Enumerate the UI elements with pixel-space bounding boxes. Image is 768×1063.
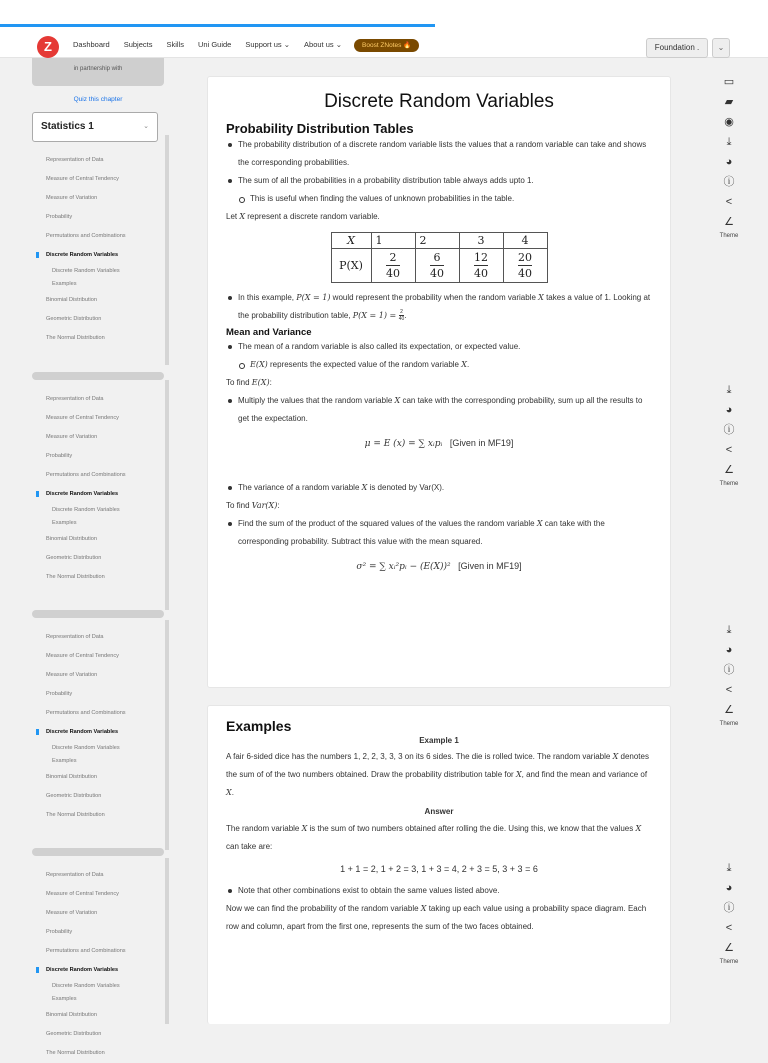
tool-rail [714,380,744,488]
bullet-text: The mean of a random variable is also called its expectation, or expected value. [226,338,652,356]
toc-item[interactable]: Discrete Random Variables [32,246,164,265]
math: X [612,752,619,761]
theme-label[interactable]: Theme [719,721,739,727]
share-icon[interactable]: < [725,922,733,934]
text: . [466,360,470,369]
table-cell [459,249,503,283]
chapter-select-label: Statistics 1 [41,121,94,132]
toc-item[interactable]: Representation of Data [46,157,104,163]
chapter-select[interactable] [32,112,158,142]
bullet-text [226,479,652,497]
numerator: 20 [518,251,532,264]
bullet-text [226,392,652,428]
toc-item[interactable]: Probability [46,929,73,935]
pen-icon[interactable]: ∠ [724,216,734,228]
folder-icon[interactable]: ▰ [724,96,734,108]
text: : [269,378,272,387]
text: The random variable [226,824,302,833]
formula-note: [Given in MF19] [458,561,522,571]
bullet-text: Note that other combinations exist to obtain the same values listed above. [226,882,652,900]
bullet-text [226,356,652,374]
monitor-icon[interactable]: ▭ [723,76,735,88]
pen-icon[interactable]: ∠ [724,942,734,954]
fraction [430,250,444,281]
top-navbar [0,0,768,58]
toc-item[interactable]: Representation of Data [46,634,104,640]
formula [226,557,652,576]
page-title: Discrete Random Variables [324,91,554,112]
nav-subjects[interactable]: Subjects [123,40,153,49]
nav-uni-guide[interactable]: Uni Guide [198,40,232,49]
toc-item[interactable]: Permutations and Combinations [46,710,126,716]
nav-skills[interactable]: Skills [166,40,184,49]
table-cell: 3 [459,233,503,249]
toc-item[interactable]: Geometric Distribution [46,793,102,799]
table-cell: 1 [371,233,415,249]
text: Multiply the values that the random variable [238,396,395,405]
formula-note: [Given in MF19] [449,438,514,448]
math: P(X = 1) [296,293,331,302]
math: X [635,824,642,833]
share-circle-icon[interactable]: ◕ [725,404,733,416]
toc-item[interactable]: The Normal Distribution [46,1050,105,1056]
sidebar-scrollbar[interactable] [165,858,169,1024]
toc-subitem[interactable]: Examples [52,758,77,764]
text: can take are: [226,842,273,851]
math: μ = E (x) = ∑ xᵢpᵢ [364,439,443,449]
examples-card [207,705,671,1024]
table-cell [503,249,547,283]
download-icon[interactable]: ⤓ [726,862,732,874]
share-circle-icon[interactable]: ◕ [725,156,733,168]
table-row [331,249,547,283]
reading-progress-bar [0,24,435,27]
toc-item[interactable]: Measure of Variation [46,910,98,916]
sidebar-separator [32,372,164,380]
math: X [420,904,427,913]
nav-support-us[interactable]: Support us ⌄ [245,40,291,49]
toc-item[interactable]: Measure of Central Tendency [46,176,119,182]
text: To find [226,378,252,387]
toc-item[interactable]: Representation of Data [46,396,104,402]
text: Let [226,212,240,221]
info-icon[interactable]: ⓘ [723,424,735,436]
numerator: 6 [430,250,444,266]
math: E(X) [251,378,270,387]
toc-item[interactable]: Permutations and Combinations [46,948,126,954]
text: : [277,501,280,510]
share-icon[interactable]: < [725,196,733,208]
denominator: 40 [430,267,444,280]
partner-banner: in partnership with [32,58,164,86]
toc-item[interactable]: Measure of Variation [46,672,98,678]
bullet-text: The probability distribution of a discrete random variable lists the values that a random variable can take and shows the corresponding probabilities. [226,136,652,172]
pen-icon[interactable]: ∠ [724,464,734,476]
info-icon[interactable]: ⓘ [723,664,735,676]
toc-item[interactable]: Measure of Central Tendency [46,415,119,421]
chevron-down-icon: ⌄ [717,43,725,52]
text: represents the expected value of the random variable [267,360,462,369]
bullet-text: The sum of all the probabilities in a probability distribution table always adds upto 1. [226,172,652,190]
bullet-text: This is useful when finding the values of unknown probabilities in the table. [226,190,652,208]
table-cell [415,249,459,283]
numerator: 2 [386,250,400,266]
toc-item[interactable]: Binomial Distribution [46,1012,97,1018]
toc-item[interactable]: The Normal Distribution [46,812,105,818]
toc-subitem[interactable]: Discrete Random Variables [52,507,120,513]
math: X [361,483,368,492]
math: X [538,293,544,302]
toc-subitem[interactable]: Discrete Random Variables [52,745,120,751]
math: X [394,396,401,405]
paragraph [226,900,652,936]
math: P(X = 1) = [352,311,399,320]
text: The variance of a random variable [238,483,362,492]
toc-item[interactable]: Permutations and Combinations [46,233,126,239]
discord-icon[interactable]: ◉ [724,116,734,128]
download-icon[interactable]: ⤓ [726,384,732,396]
toc-item[interactable]: Representation of Data [46,872,104,878]
text: . [231,788,234,797]
math: X [239,212,246,221]
boost-label: Boost ZNotes [362,42,402,49]
theme-label[interactable]: Theme [719,959,739,965]
toc-item[interactable]: Geometric Distribution [46,555,102,561]
text: . [404,311,407,320]
answer-title: Answer [424,807,454,816]
nav-about-us[interactable]: About us ⌄ [304,40,342,49]
formula: 1 + 1 = 2, 1 + 2 = 3, 1 + 3 = 4, 2 + 3 = 5, 3 + 3 = 6 [340,864,538,874]
table-of-contents [32,628,164,825]
denominator: 40 [398,316,405,323]
toc-item[interactable]: Measure of Central Tendency [46,891,119,897]
sidebar-scrollbar[interactable] [165,620,169,850]
section-heading: Probability Distribution Tables [226,121,414,136]
tool-rail [714,858,744,966]
math: Var(X) [251,501,278,510]
text: In this example, [238,293,297,302]
sidebar-scrollbar[interactable] [165,380,169,610]
chapter-sidebar [32,58,164,1056]
fraction [386,250,400,281]
article-card [207,76,671,688]
text: To find [226,501,252,510]
toc-item[interactable]: The Normal Distribution [46,574,105,580]
text: represent a discrete random variable. [245,212,380,221]
math: E(X) [250,360,268,369]
quiz-chapter-link[interactable]: Quiz this chapter [73,96,123,103]
example-title: Example 1 [419,736,459,745]
table-cell: X [331,233,371,249]
toc-item[interactable]: Measure of Variation [46,195,98,201]
table-of-contents [32,866,164,1063]
toc-subitem[interactable]: Examples [52,520,77,526]
tool-rail [714,72,744,240]
download-icon[interactable]: ⤓ [726,624,732,636]
toc-item[interactable]: Discrete Random Variables [32,485,164,504]
paragraph [226,820,652,856]
paragraph [226,374,652,392]
share-icon[interactable]: < [725,444,733,456]
sidebar-separator [32,848,164,856]
boost-znotes-button[interactable] [354,39,419,52]
paragraph [226,497,652,515]
table-row [331,233,547,249]
text: takes a value of 1. Looking at the probability distribution table, [238,293,651,320]
toc-subitem[interactable]: Discrete Random Variables [52,983,120,989]
text: Find the sum of the product of the squared values of the values the random variable [238,519,537,528]
formula [226,434,652,453]
level-dropdown-button[interactable] [712,38,730,58]
toc-item[interactable]: Measure of Central Tendency [46,653,119,659]
text: , and find the mean and variance of [521,770,648,779]
paragraph [226,208,652,226]
share-circle-icon[interactable]: ◕ [725,644,733,656]
toc-subitem[interactable]: Examples [52,281,77,287]
toc-item[interactable]: Permutations and Combinations [46,472,126,478]
table-cell [371,249,415,283]
toc-item[interactable]: Probability [46,453,73,459]
math: σ² = ∑ xᵢ²pᵢ − (E(X))² [356,562,451,572]
toc-item[interactable]: Binomial Distribution [46,774,97,780]
text: is denoted by Var(X). [367,483,445,492]
numerator: 2 [400,309,403,316]
math: X [301,824,308,833]
toc-item[interactable]: Probability [46,691,73,697]
table-of-contents [32,151,164,348]
table-of-contents [32,390,164,587]
toc-item[interactable]: Geometric Distribution [46,316,102,322]
text: is the sum of two numbers obtained after rolling the die. Using this, we know that the values [307,824,636,833]
bullet-text [226,289,652,325]
bullet-text [226,515,652,551]
table-cell: 2 [415,233,459,249]
probability-distribution-table [331,232,548,283]
download-icon[interactable]: ⤓ [726,136,732,148]
toc-item[interactable]: Binomial Distribution [46,297,97,303]
fraction [474,250,488,281]
flame-icon: 🔥 [403,42,412,49]
chevron-down-icon: ⌄ [143,123,149,130]
text: denotes the sum of of the two numbers obtained. Draw the probability distribution table for [226,752,649,779]
pen-icon[interactable]: ∠ [724,704,734,716]
share-icon[interactable]: < [725,684,733,696]
denominator: 40 [518,267,532,280]
toc-item[interactable]: The Normal Distribution [46,335,105,341]
znotes-logo[interactable]: Z [37,36,59,58]
sidebar-separator [32,610,164,618]
denominator: 40 [474,267,488,280]
toc-item[interactable]: Binomial Distribution [46,536,97,542]
share-circle-icon[interactable]: ◕ [725,882,733,894]
text: can take with the corresponding probability, sum up all the results to get the expectation. [238,396,643,423]
subsection-heading: Mean and Variance [226,327,312,338]
sidebar-scrollbar[interactable] [165,135,169,365]
text: A fair 6-sided dice has the numbers 1, 2, 2, 3, 3, 3 on its 6 sides. The die is rolled twice. The random variable [226,752,613,761]
toc-item[interactable]: Probability [46,214,73,220]
toc-subitem[interactable]: Examples [52,996,77,1002]
toc-item[interactable]: Measure of Variation [46,434,98,440]
toc-subitem[interactable]: Discrete Random Variables [52,268,120,274]
paragraph [226,748,652,802]
text: taking up each value using a probability space diagram. Each row and column, apart from the first one, represents the sum of the two faces obtained. [226,904,647,931]
toc-item[interactable]: Discrete Random Variables [32,723,164,742]
toc-item[interactable]: Discrete Random Variables [32,961,164,980]
section-heading: Examples [226,718,292,734]
denominator: 40 [386,267,400,280]
math: X [515,770,522,779]
fraction [518,250,532,281]
text: Now we can find the probability of the random variable [226,904,421,913]
info-icon[interactable]: ⓘ [723,176,735,188]
math: X [226,788,232,797]
level-select[interactable]: Foundation . [646,38,708,58]
numerator: 12 [474,251,488,264]
tool-rail [714,620,744,728]
math: X [536,519,543,528]
math: X [461,360,467,369]
main-nav [73,40,342,49]
theme-label[interactable]: Theme [719,233,739,239]
theme-label[interactable]: Theme [719,481,739,487]
table-cell: 4 [503,233,547,249]
text: can take with the corresponding probability. Subtract this value with the mean squared. [238,519,605,546]
text: would represent the probability when the random variable [330,293,539,302]
table-cell: P(X) [331,249,371,283]
info-icon[interactable]: ⓘ [723,902,735,914]
toc-item[interactable]: Geometric Distribution [46,1031,102,1037]
nav-dashboard[interactable]: Dashboard [73,40,110,49]
